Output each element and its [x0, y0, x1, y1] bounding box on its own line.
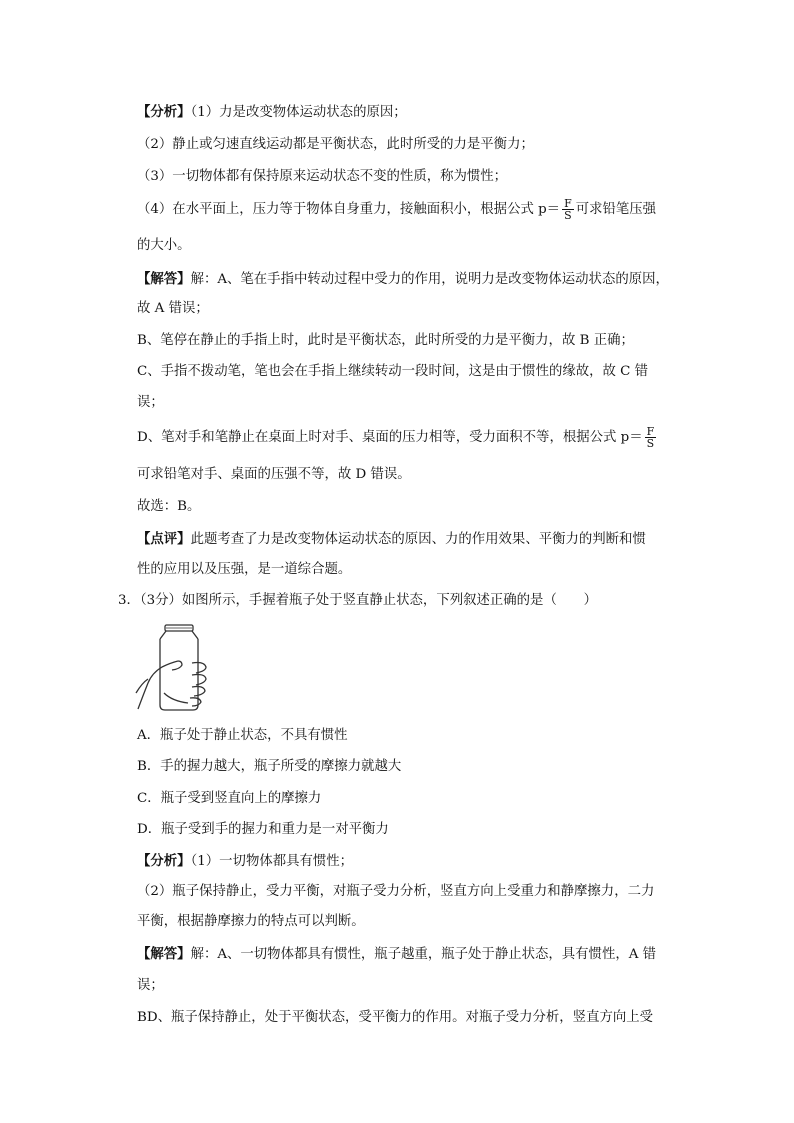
- option-b: B．手的握力越大，瓶子所受的摩擦力就越大: [137, 759, 402, 774]
- answer2-line1: [137, 944, 656, 965]
- option-a: A．瓶子处于静止状态，不具有惯性: [137, 728, 348, 743]
- answer1-line8: 故选：B。: [137, 499, 201, 514]
- analysis1-line4: [137, 198, 656, 221]
- analysis2-line1: [137, 851, 353, 872]
- answer1-line1: [137, 269, 669, 290]
- option-c: C．瓶子受到竖直向上的摩擦力: [137, 791, 322, 806]
- hand-holding-bottle-figure: [132, 623, 212, 715]
- formula-numerator: F: [646, 425, 655, 438]
- question3-stem: 3．（3分）如图所示，手握着瓶子处于竖直静止状态，下列叙述正确的是（ ）: [118, 593, 598, 608]
- comment-tag: 【点评】: [137, 531, 191, 547]
- analysis-text: （4）在水平面上，压力等于物体自身重力，接触面积小，根据公式 p＝: [137, 202, 561, 217]
- analysis1-line3: （3）一切物体都有保持原来运动状态不变的性质，称为惯性；: [137, 169, 508, 184]
- answer1-line4: C、手指不拨动笔，笔也会在手指上继续转动一段时间，这是由于惯性的缘故，故 C 错: [137, 364, 649, 379]
- comment1-line1: [137, 529, 646, 550]
- answer-text: D、笔对手和笔静止在桌面上时对手、桌面的压力相等，受力面积不等，根据公式 p＝: [137, 430, 643, 445]
- answer1-line6: [137, 426, 658, 449]
- answer2-line2: 误；: [137, 978, 164, 993]
- answer2-line3: BD、瓶子保持静止，处于平衡状态，受平衡力的作用。对瓶子受力分析，竖直方向上受: [137, 1010, 654, 1025]
- comment1-line2: 性的应用以及压强，是一道综合题。: [137, 562, 352, 577]
- option-d: D．瓶子受到手的握力和重力是一对平衡力: [137, 822, 389, 837]
- analysis-text: 可求铅笔压强: [575, 202, 657, 217]
- analysis-tag: 【分析】: [137, 853, 191, 869]
- formula-numerator: F: [564, 197, 572, 210]
- analysis-tag: 【分析】: [137, 104, 191, 120]
- answer-text: 解：A、一切物体都具有惯性，瓶子越重，瓶子处于静止状态，具有惯性，A 错: [190, 947, 657, 962]
- comment-text: 此题考查了力是改变物体运动状态的原因、力的作用效果、平衡力的判断和惯: [190, 532, 646, 547]
- formula-denominator: S: [646, 437, 655, 450]
- analysis1-line5: 的大小。: [137, 238, 191, 253]
- analysis2-line2: （2）瓶子保持静止，受力平衡，对瓶子受力分析，竖直方向上受重力和静摩擦力，二力: [137, 884, 655, 899]
- answer-text: 解：A、笔在手指中转动过程中受力的作用，说明力是改变物体运动状态的原因，: [190, 272, 669, 287]
- analysis-text: （1）力是改变物体运动状态的原因；: [190, 105, 407, 120]
- formula-denominator: S: [564, 209, 572, 222]
- pressure-formula: [562, 198, 574, 221]
- answer-tag: 【解答】: [137, 946, 191, 962]
- analysis1-line1: [137, 102, 407, 123]
- answer1-line7: 可求铅笔对手、桌面的压强不等，故 D 错误。: [137, 467, 411, 482]
- analysis-text: （1）一切物体都具有惯性；: [190, 854, 354, 869]
- answer-tag: 【解答】: [137, 271, 191, 287]
- answer1-line2: 故 A 错误；: [137, 301, 209, 316]
- analysis2-line3: 平衡，根据静摩擦力的特点可以判断。: [137, 914, 365, 929]
- pressure-formula: [645, 426, 657, 449]
- answer1-line5: 误；: [137, 395, 164, 410]
- analysis1-line2: （2）静止或匀速直线运动都是平衡状态，此时所受的力是平衡力；: [137, 137, 534, 152]
- answer1-line3: B、笔停在静止的手指上时，此时是平衡状态，此时所受的力是平衡力，故 B 正确；: [137, 333, 634, 348]
